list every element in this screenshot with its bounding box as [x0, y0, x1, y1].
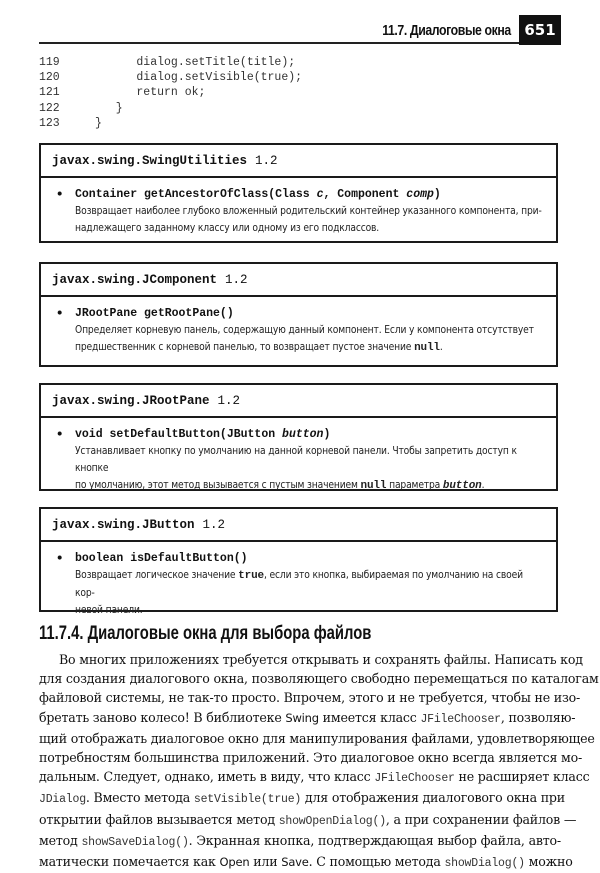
- api-box-body: [41, 297, 556, 357]
- code-listing: [39, 55, 302, 131]
- api-box-header: [41, 509, 556, 542]
- method-description: Возвращает наиболее глубоко вложенный родительский контейнер указанного компонента, при- надлежащего заданному классу или одному из его подклассов.: [75, 206, 542, 234]
- code-line: 120 dialog.setVisible(true);: [39, 71, 303, 85]
- api-box-jrootpane: [39, 383, 558, 491]
- bullet-icon: •: [56, 187, 64, 201]
- api-box-body: [41, 418, 556, 495]
- api-version: 1.2: [225, 272, 248, 287]
- code-line: 122 }: [39, 101, 123, 115]
- api-class-name: javax.swing.SwingUtilities: [52, 153, 248, 168]
- bullet-icon: •: [56, 551, 64, 565]
- method-signature: • JRootPane getRootPane(): [56, 306, 234, 320]
- api-box-header: [41, 385, 556, 418]
- api-version: 1.2: [202, 517, 226, 532]
- api-box-jcomponent: [39, 262, 558, 367]
- bullet-icon: •: [56, 306, 64, 320]
- method-description: Возвращает логическое значение true, если это кнопка, выбираемая по умолчанию на своей кор- невой панели.: [75, 570, 523, 616]
- body-paragraph: Во многих приложениях требуется открывать и сохранять файлы. Написать код для создания диалогового окна, позволяющего свободно перемещаться по каталогам файловой системы, не так-то просто. Впрочем, этого и не требуется, чтобы не изо- бретать заново колесо! В библиотеке Swing имеется класс JFileChooser, позволяю- щий отображать диалоговое окно для манипулирования файлами, удовлетворяющее потребностям большинства приложений. Это диалоговое окно всегда является мо- дальным. Следует, однако, иметь в виду, что класс JFileChooser не расширяет класс JDialog. Вместо метода setVisible(true) для отображения диалогового окна при открытии файлов вызывается метод showOpenDialog(), а при сохранении файлов — метод showSaveDialog(). Экранная кнопка, подтверждающая выбор файла, авто- матически помечается как Open или Save. С помощью метода showDialog() можно: [39, 652, 599, 871]
- bullet-icon: •: [56, 427, 64, 441]
- api-class-name: javax.swing.JComponent: [52, 272, 218, 287]
- code-line: 119 dialog.setTitle(title);: [39, 56, 296, 69]
- method-signature: • void setDefaultButton(JButton button): [56, 427, 331, 441]
- code-line: 123 }: [39, 116, 102, 130]
- api-box-swingutilities: [39, 143, 558, 243]
- api-box-jbutton: [39, 507, 558, 616]
- header-rule: [39, 42, 561, 44]
- running-head-title: 11.7. Диалоговые окна: [382, 22, 511, 39]
- api-version: 1.2: [217, 393, 241, 408]
- api-box-header: [41, 264, 556, 297]
- method-signature: • boolean isDefaultButton(): [56, 551, 248, 565]
- api-box-header: [41, 145, 556, 178]
- api-box-body: [41, 178, 556, 237]
- api-class-name: javax.swing.JRootPane: [52, 393, 210, 408]
- method-signature: • Container getAncestorOfClass(Class c, Component comp): [56, 187, 441, 201]
- section-heading: 11.7.4. Диалоговые окна для выбора файлов: [39, 623, 372, 644]
- page-number: 651: [519, 15, 561, 45]
- running-head: [39, 15, 561, 45]
- api-version: 1.2: [255, 153, 278, 168]
- method-description: Определяет корневую панель, содержащую данный компонент. Если у компонента отсутствует предшественник с корневой панелью, то возвращает пустое значение null.: [75, 325, 534, 354]
- code-line: 121 return ok;: [39, 86, 206, 100]
- api-class-name: javax.swing.JButton: [52, 517, 195, 532]
- api-box-body: [41, 542, 556, 619]
- method-description: Устанавливает кнопку по умолчанию на данной корневой панели. Чтобы запретить доступ к кнопке по умолчанию, этот метод вызывается с пустым значением null параметра button.: [75, 446, 517, 492]
